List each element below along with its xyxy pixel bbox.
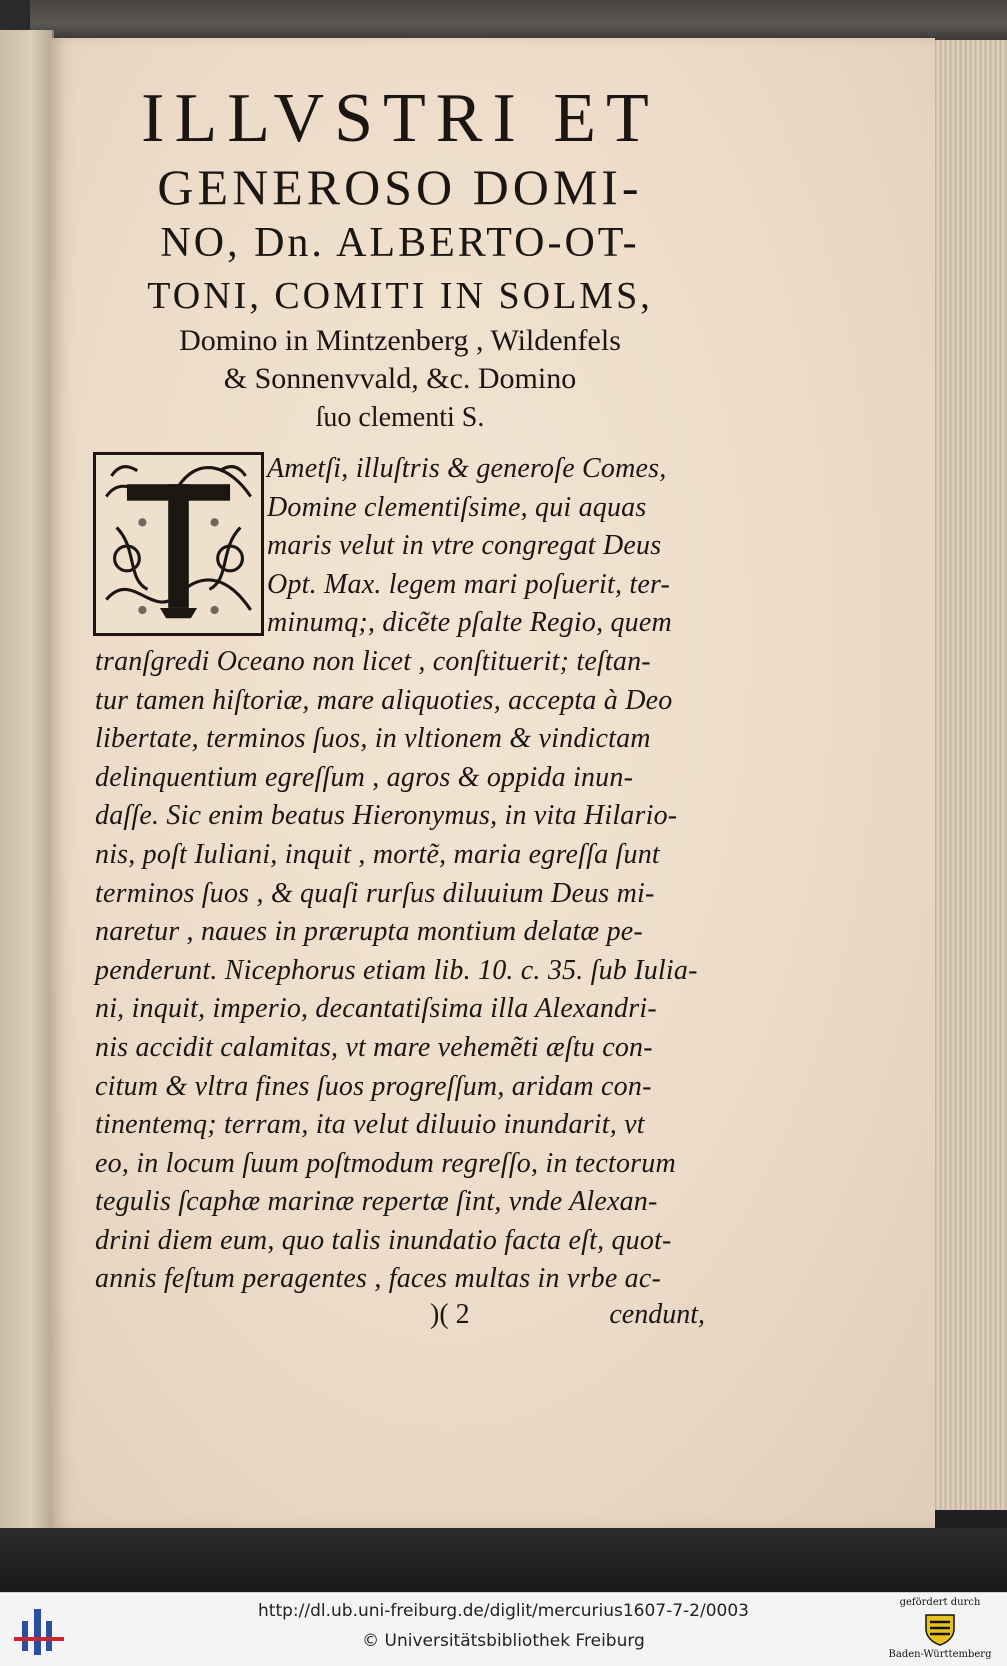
body-line: tinentemq; terram, ita velut diluuio inundarit, vt [95,1109,645,1141]
book-top-edge [30,0,1007,40]
body-line: drini diem eum, quo talis inundatio facta eſt, quot- [95,1224,672,1256]
heading-line-1: ILLVSTRI ET [141,80,659,157]
heading-line-3: NO, Dn. ALBERTO-OT- [160,220,640,266]
body-text [95,450,705,1339]
body-line: tranſgredi Oceano non licet , conſtituerit; teſtan- [95,645,651,677]
baden-wuerttemberg-crest-icon [922,1611,958,1647]
copyright-notice: © Universitätsbibliothek Freiburg [362,1631,645,1651]
scan-bottom-shadow [0,1528,1007,1592]
catchword: cendunt, [609,1299,705,1331]
body-line: Ametſi, illuſtris & generoſe Comes, [267,453,667,484]
body-line: annis feſtum peragentes , faces multas in vrbe ac- [95,1263,662,1295]
viewer-info-bar [0,1592,1007,1666]
page-footer [95,1299,705,1339]
sponsor-block [885,1597,995,1663]
body-line: eo, in locum ſuum poſtmodum regreſſo, in tectorum [95,1147,676,1179]
page-text-block [95,80,705,1339]
sponsor-name: Baden-Württemberg [888,1649,992,1660]
heading-line-6: & Sonnenvvald, &c. Domino [223,362,577,395]
signature-mark: )( 2 [430,1299,470,1331]
body-line: citum & vltra fines ſuos progreſſum, aridam con- [95,1070,652,1102]
heading-line-5: Domino in Mintzenberg , Wildenfels [179,324,621,357]
body-line: naretur , naues in prærupta montium delatæ pe- [95,916,643,948]
book-cover-left [0,30,54,1530]
body-line: nis accidit calamitas, vt mare vehemẽti æſtu con- [95,1031,653,1063]
body-line: terminos ſuos , & quaſi rurſus diluuium Deus mi- [95,877,655,909]
body-line: daſſe. Sic enim beatus Hieronymus, in vita Hilario- [95,800,678,832]
body-line: tur tamen hiſtoriæ, mare aliquoties, accepta à Deo [95,684,673,716]
body-line: tegulis ſcaphæ marinæ repertæ ſint, vnde Alexan- [95,1186,658,1218]
heading-line-7: ſuo clementi S. [315,402,485,433]
heading-line-4: TONI, COMITI IN SOLMS, [147,275,653,317]
body-line: penderunt. Nicephorus etiam lib. 10. c. 35. ſub Iulia- [95,954,698,986]
sponsor-label: gefördert durch [899,1597,981,1608]
body-line: Domine clementiſsime, qui aquas [267,491,647,523]
body-line: minumq;, dicẽte pſalte Regio, quem [267,607,672,639]
body-line: nis, poſt Iuliani, inquit , mortẽ, maria egreſſa ſunt [95,838,660,870]
book-fore-edge [930,40,1007,1510]
decorated-initial-T-icon [93,452,264,636]
body-line: maris velut in vtre congregat Deus [267,530,662,562]
body-line: libertate, terminos ſuos, in vltionem & vindictam [95,723,651,755]
body-line: delinquentium egreſſum , agros & oppida inun- [95,761,634,793]
heading-line-2: GENEROSO DOMI- [157,159,643,215]
permalink-url[interactable]: http://dl.ub.uni-freiburg.de/diglit/mercurius1607-7-2/0003 [258,1601,749,1621]
body-line: Opt. Max. legem mari poſuerit, ter- [267,568,671,600]
body-line: ni, inquit, imperio, decantatiſsima illa Alexandri- [95,993,657,1025]
